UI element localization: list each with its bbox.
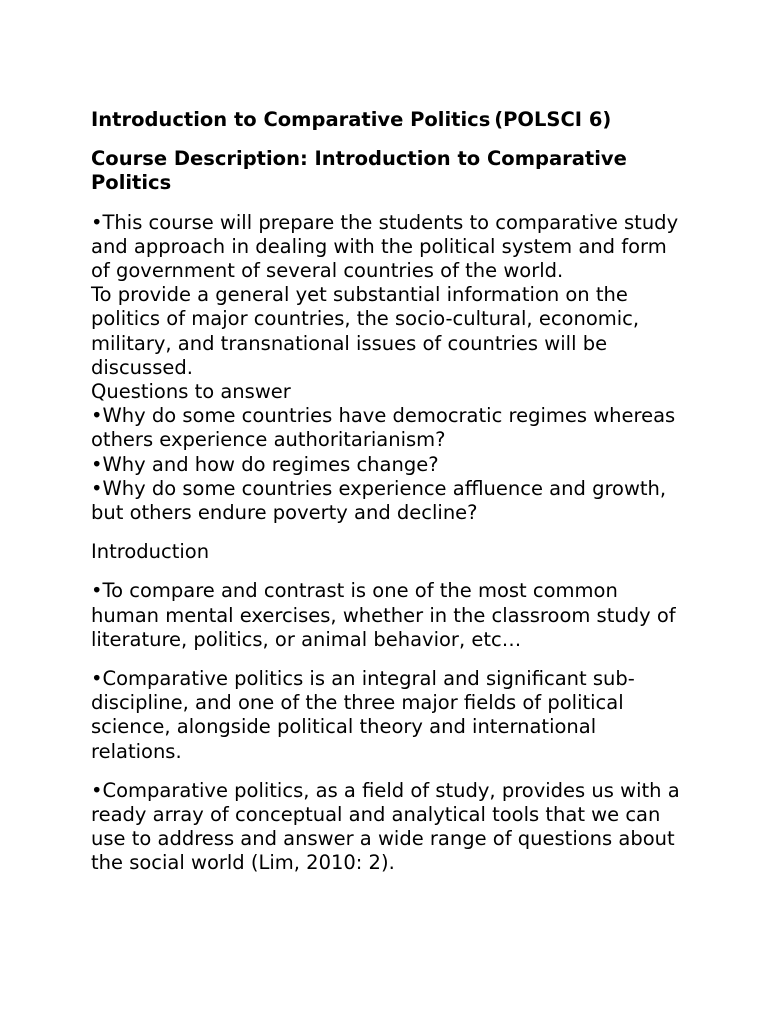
document-title: Introduction to Comparative Politics (POLSCI 6) bbox=[91, 108, 612, 131]
question-item: •Why and how do regimes change? bbox=[91, 452, 439, 476]
course-objective-text: To provide a general yet substantial information on the politics of major countries, the socio-cultural, economic, military, and transnational issues of countries will be discussed. bbox=[91, 283, 640, 379]
intro-paragraph: •Comparative politics is an integral and significant sub-discipline, and one of the three major fields of political science, alongside political theory and international relations. bbox=[91, 667, 635, 763]
document-page bbox=[91, 108, 691, 876]
course-description-heading: Course Description: Introduction to Comparative Politics bbox=[91, 147, 627, 195]
course-description-block bbox=[91, 211, 691, 526]
intro-paragraph: •Comparative politics, as a field of study, provides us with a ready array of conceptual and analytical tools that we can use to address and answer a wide range of questions about the social world (Lim, 2010: 2). bbox=[91, 778, 680, 875]
introduction-heading: Introduction bbox=[91, 540, 210, 564]
intro-paragraph: •To compare and contrast is one of the most common human mental exercises, whether in the classroom study of literature, politics, or animal behavior, etc… bbox=[91, 579, 676, 651]
question-item: •Why do some countries have democratic regimes whereas others experience authoritarianism? bbox=[91, 404, 676, 452]
question-item: •Why do some countries experience affluence and growth, but others endure poverty and decline? bbox=[91, 476, 667, 525]
course-purpose-text: •This course will prepare the students to comparative study and approach in dealing with the political system and form of government of several countries of the world. bbox=[91, 210, 679, 283]
questions-label: Questions to answer bbox=[91, 380, 291, 404]
